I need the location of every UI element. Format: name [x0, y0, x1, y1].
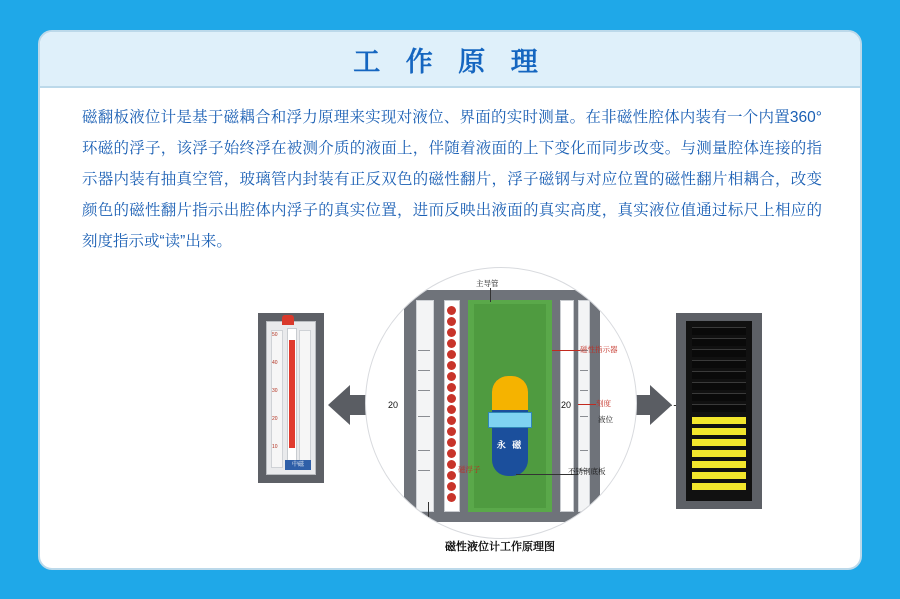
- float-liquid-band: [488, 412, 532, 428]
- left-gauge-brand-label: 中磁: [285, 460, 311, 470]
- label-scale: 刻度: [596, 399, 611, 408]
- page-title: 工 作 原 理: [353, 46, 547, 77]
- body-paragraph: 磁翻板液位计是基于磁耦合和浮力原理来实现对液位、界面的实时测量。在非磁性腔体内装有一个内置360°环磁的浮子，该浮子始终浮在被测介质的液面上，伴随着液面的上下变化而同步改变。与测量腔体连接的指示器内装有抽真空管，玻璃管内封装有正反双色的磁性翻片，浮子磁钢与对应位置的磁性翻片相耦合，改变颜色的磁性翻片指示出腔体内浮子的真实位置，进而反映出液面的真实高度，真实液位值通过标尺上相应的刻度指示或“读”出来。: [82, 109, 822, 250]
- label-main-pipe: 主导管: [476, 279, 499, 288]
- label-liquid-level: 液位: [598, 415, 613, 424]
- principle-diagram: [220, 257, 780, 562]
- flap-indicator-face: [686, 321, 752, 501]
- flap-beads: [447, 306, 457, 506]
- figure-caption: 磁性液位计工作原理图: [445, 541, 555, 553]
- label-scale-left-value: 20: [388, 400, 399, 410]
- label-scale-right-value: 20: [561, 400, 572, 410]
- right-flap-indicator-photo: [676, 313, 762, 509]
- label-flap-column: 磁翻柱: [408, 519, 431, 528]
- left-scale-strip: [416, 300, 434, 512]
- left-gauge-value-50: 50: [272, 332, 278, 338]
- permanent-magnet-label: 永 磁: [496, 440, 524, 450]
- left-gauge-value-40: 40: [272, 360, 278, 366]
- indicator-scale-strip: [578, 300, 590, 512]
- title-bar: [40, 32, 860, 88]
- label-stainless-baseplate: 不锈钢底板: [568, 467, 606, 476]
- label-magnetic-float: 磁浮子: [458, 465, 481, 474]
- float-top-cap: [492, 376, 528, 410]
- left-gauge-value-10: 10: [272, 444, 278, 450]
- slide-card: [38, 30, 862, 570]
- circle-detail-view: [365, 267, 637, 539]
- left-gauge-value-20: 20: [272, 416, 278, 422]
- left-gauge-value-30: 30: [272, 388, 278, 394]
- label-magnetic-indicator: 磁性指示器: [580, 345, 618, 354]
